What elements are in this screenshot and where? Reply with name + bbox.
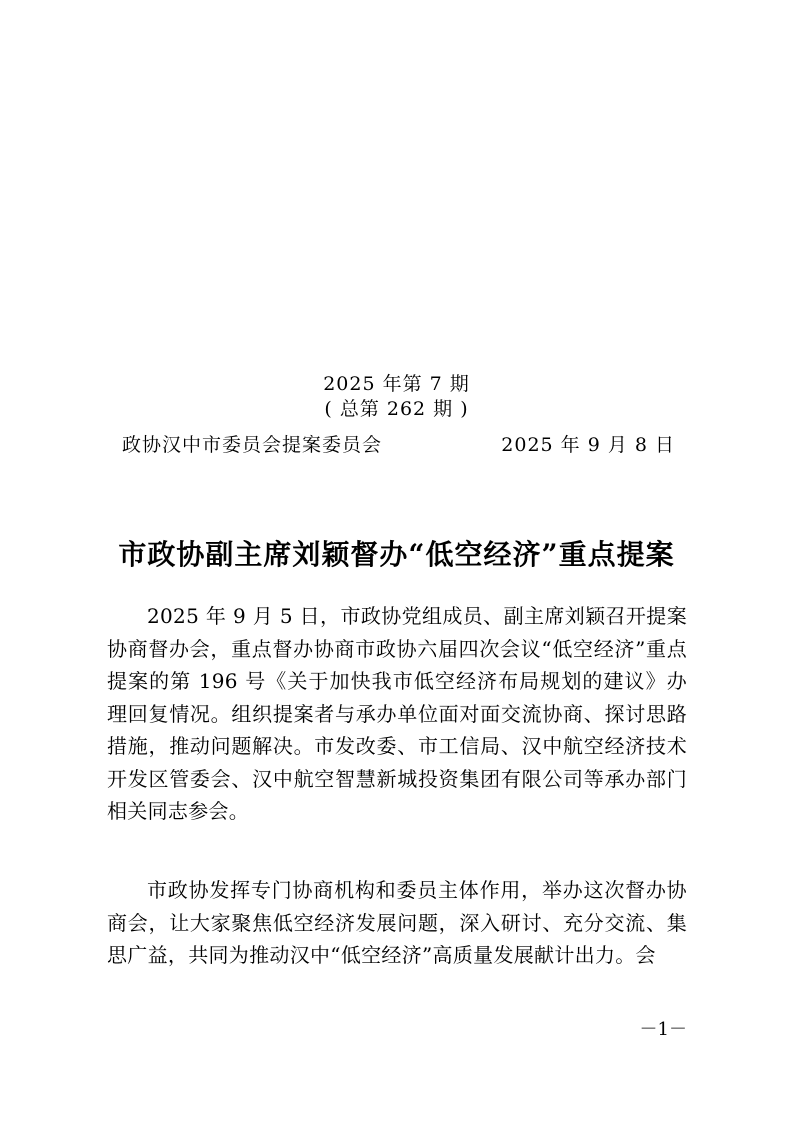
article-title: 市政协副主席刘颖督办“低空经济”重点提案: [118, 538, 675, 571]
article-paragraph-1: 2025 年 9 月 5 日，市政协党组成员、副主席刘颖召开提案协商督办会，重点督办协商市政协六届四次会议“低空经济”重点提案的第 196 号《关于加快我市低空经济布局规划的建议》办理回复情况。组织提案者与承办单位面对面交流协商、探讨思路措施，推动问题解决。市发改委、市工信局、汉中航空经济技术开发区管委会、汉中航空智慧新城投资集团有限公司等承办部门相关同志参会。: [107, 604, 687, 823]
issuing-committee: 政协汉中市委员会提案委员会: [122, 434, 383, 456]
page-number: －1－: [639, 1019, 687, 1040]
issue-date: 2025 年 9 月 8 日: [501, 434, 675, 456]
issue-number: 2025 年第 7 期: [323, 373, 470, 395]
total-issue-number: ( 总第 262 期 ): [324, 398, 469, 420]
article-paragraph-2: 市政协发挥专门协商机构和委员主体作用，举办这次督办协商会，让大家聚焦低空经济发展问题，深入研讨、充分交流、集思广益，共同为推动汉中“低空经济”高质量发展献计出力。会: [107, 878, 687, 967]
